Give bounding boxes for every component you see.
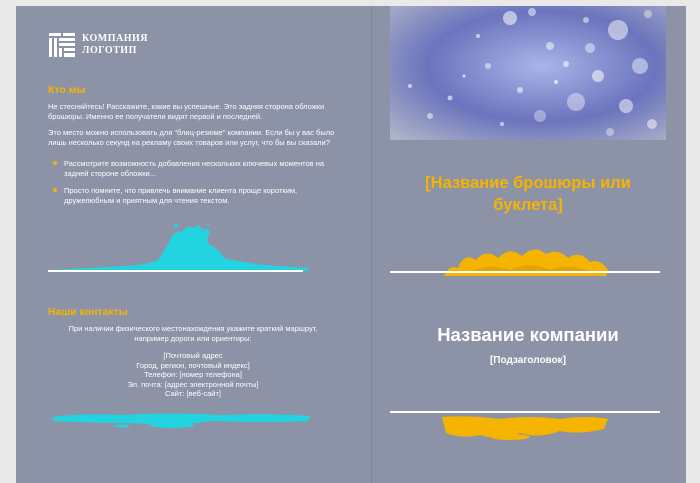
about-bullet-list [48,159,338,213]
contacts-intro: При наличии физического местонахождения укажите краткий маршрут, например дороги или ориентиры: [68,324,318,343]
bullet-text: Просто помните, что привлечь внимание клиента проще коротким, дружелюбным и приятным для чтения текстом. [64,186,298,205]
fold-divider [371,6,372,483]
bullet-item [48,159,338,178]
contacts-block [48,324,338,399]
contacts-phone: Телефон: [номер телефона] [144,370,242,379]
company-logo-icon [48,32,76,58]
contacts-city: Город, регион, почтовый индекс] [136,360,250,370]
brochure-title-line-2: буклета] [493,196,563,214]
brochure-title [390,172,666,216]
brochure-title-line-1: [Название брошюры или [425,174,631,192]
yellow-brush-stroke-bottom [440,413,610,443]
contacts-address: [Почтовый адрес [163,351,223,360]
cyan-paint-strip [52,411,310,431]
brochure-page [16,6,686,483]
bullet-item [48,186,338,205]
about-paragraph-1: Не стесняйтесь! Расскажите, какие вы успешные. Это задняя сторона обложки брошюры. Именно ее получатели видят первой и последней. [48,102,325,121]
contacts-heading: Наши контакты [48,306,128,318]
about-paragraph-2: Это место можно использовать для "блиц-резюме" компании. Если бы у вас было лишь несколько секунд на рекламу своих товаров или услуг, что бы вы сказали? [48,128,335,147]
company-name: Название компании [437,324,619,345]
about-heading: Кто мы [48,84,86,96]
logo-text [82,33,148,57]
bullet-icon [53,188,57,192]
company-logo [48,32,148,58]
contacts-site: Сайт: [веб-сайт] [165,389,221,398]
bullet-icon [53,161,57,165]
cyan-paint-splash [48,218,308,273]
contacts-email: Эл. почта: [адрес электронной почты] [127,379,259,389]
logo-line-2: ЛОГОТИП [82,45,137,56]
bullet-text: Рассмотрите возможность добавления нескольких ключевых моментов на задней стороне обложки... [64,159,325,178]
logo-line-1: КОМПАНИЯ [82,33,148,44]
bokeh-cover-photo [390,6,666,140]
company-subtitle: [Подзаголовок] [489,355,567,366]
white-rule-top [390,271,660,273]
